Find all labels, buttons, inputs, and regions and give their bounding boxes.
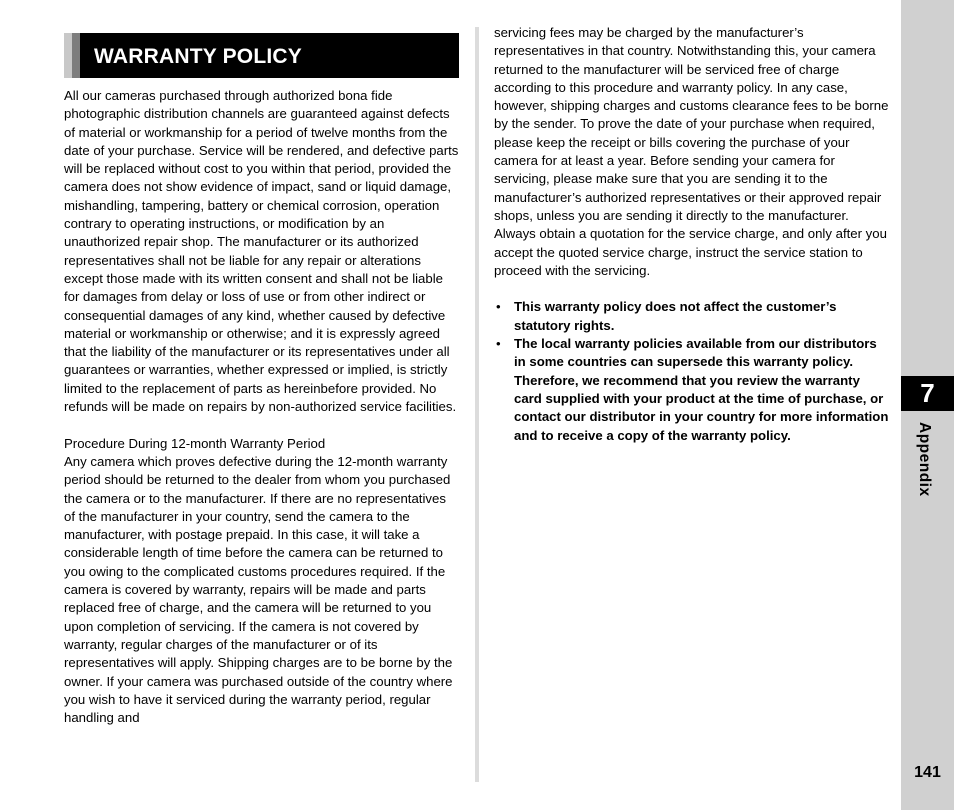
- right-column: [494, 24, 890, 445]
- section-heading: [64, 33, 459, 78]
- bullet: •: [496, 336, 501, 352]
- list-item: [494, 298, 890, 335]
- page-number: 141: [914, 764, 941, 781]
- heading-accent-light: [64, 33, 72, 78]
- note-text: This warranty policy does not affect the customer’s statutory rights.: [514, 299, 837, 333]
- column-divider: [475, 27, 479, 782]
- left-column: [64, 87, 460, 727]
- chapter-number: 7: [901, 376, 954, 411]
- warranty-paragraph: All our cameras purchased through authorized bona fide photographic distribution channels are guaranteed against defects of material or workmanship for a period of twelve months from the date of your purchase. Service will be rendered, and defective parts will be replaced without cost to you within that period, provided the camera does not show evidence of impact, sand or liquid damage, mishandling, tampering, battery or chemical corrosion, operation contrary to operating instructions, or modification by an unauthorized repair shop. The manufacturer or its authorized representatives shall not be liable for any repair or alterations except those made with its written consent and shall not be liable for damages from delay or loss of use or from other indirect or consequential damages of any kind, whether caused by defective material or workmanship or otherwise; and it is expressly agreed that the liability of the manufacturer or its representatives under all guarantees or warranties, whether expressed or implied, is strictly limited to the replacement of parts as hereinbefore provided. No refunds will be made on repairs by non-authorized service facilities.: [64, 88, 459, 415]
- chapter-label: Appendix: [916, 422, 933, 497]
- list-item: [494, 335, 890, 445]
- heading-accent-dark: [72, 33, 80, 78]
- page-title: WARRANTY POLICY: [94, 45, 302, 68]
- note-text: The local warranty policies available from our distributors in some countries can supersede this warranty policy. Therefore, we recommend that you review the warranty card supplied with your product at the time of purchase, or contact our distributor in your country for more information and to receive a copy of the warranty policy.: [514, 336, 889, 443]
- bullet: •: [496, 299, 501, 315]
- procedure-paragraph: Any camera which proves defective during the 12-month warranty period should be returned to the dealer from whom you purchased the camera or to the manufacturer. If there are no representatives of the manufacturer in your country, send the camera to the manufacturer, with postage prepaid. In this case, it will take a considerable length of time before the camera can be returned to you owing to the complicated customs procedures required. If the camera is covered by warranty, repairs will be made and parts replaced free of charge, and the camera will be returned to you upon completion of servicing. If the camera is not covered by warranty, regular charges of the manufacturer or of its representatives will apply. Shipping charges are to be borne by the owner. If your camera was purchased outside of the country where you wish to have it serviced during the warranty period, regular handling and: [64, 453, 453, 726]
- chapter-side-tab: [901, 0, 954, 810]
- notes-list: [494, 298, 890, 444]
- procedure-continued-paragraph: servicing fees may be charged by the manufacturer’s representatives in that country. Notwithstanding this, your camera returned to the manufacturer will be serviced free of charge according to this procedure and warranty policy. In any case, however, shipping charges and customs clearance fees to be borne by the sender. To prove the date of your purchase when required, please keep the receipt or bills covering the purchase of your camera for at least a year. Before sending your camera for servicing, please make sure that you are sending it to the manufacturer’s authorized representatives or their approved repair shops, unless you are sending it directly to the manufacturer. Always obtain a quotation for the service charge, and only after you accept the quoted service charge, instruct the service station to proceed with the servicing.: [494, 25, 889, 278]
- procedure-subheading: Procedure During 12-month Warranty Period: [64, 435, 326, 451]
